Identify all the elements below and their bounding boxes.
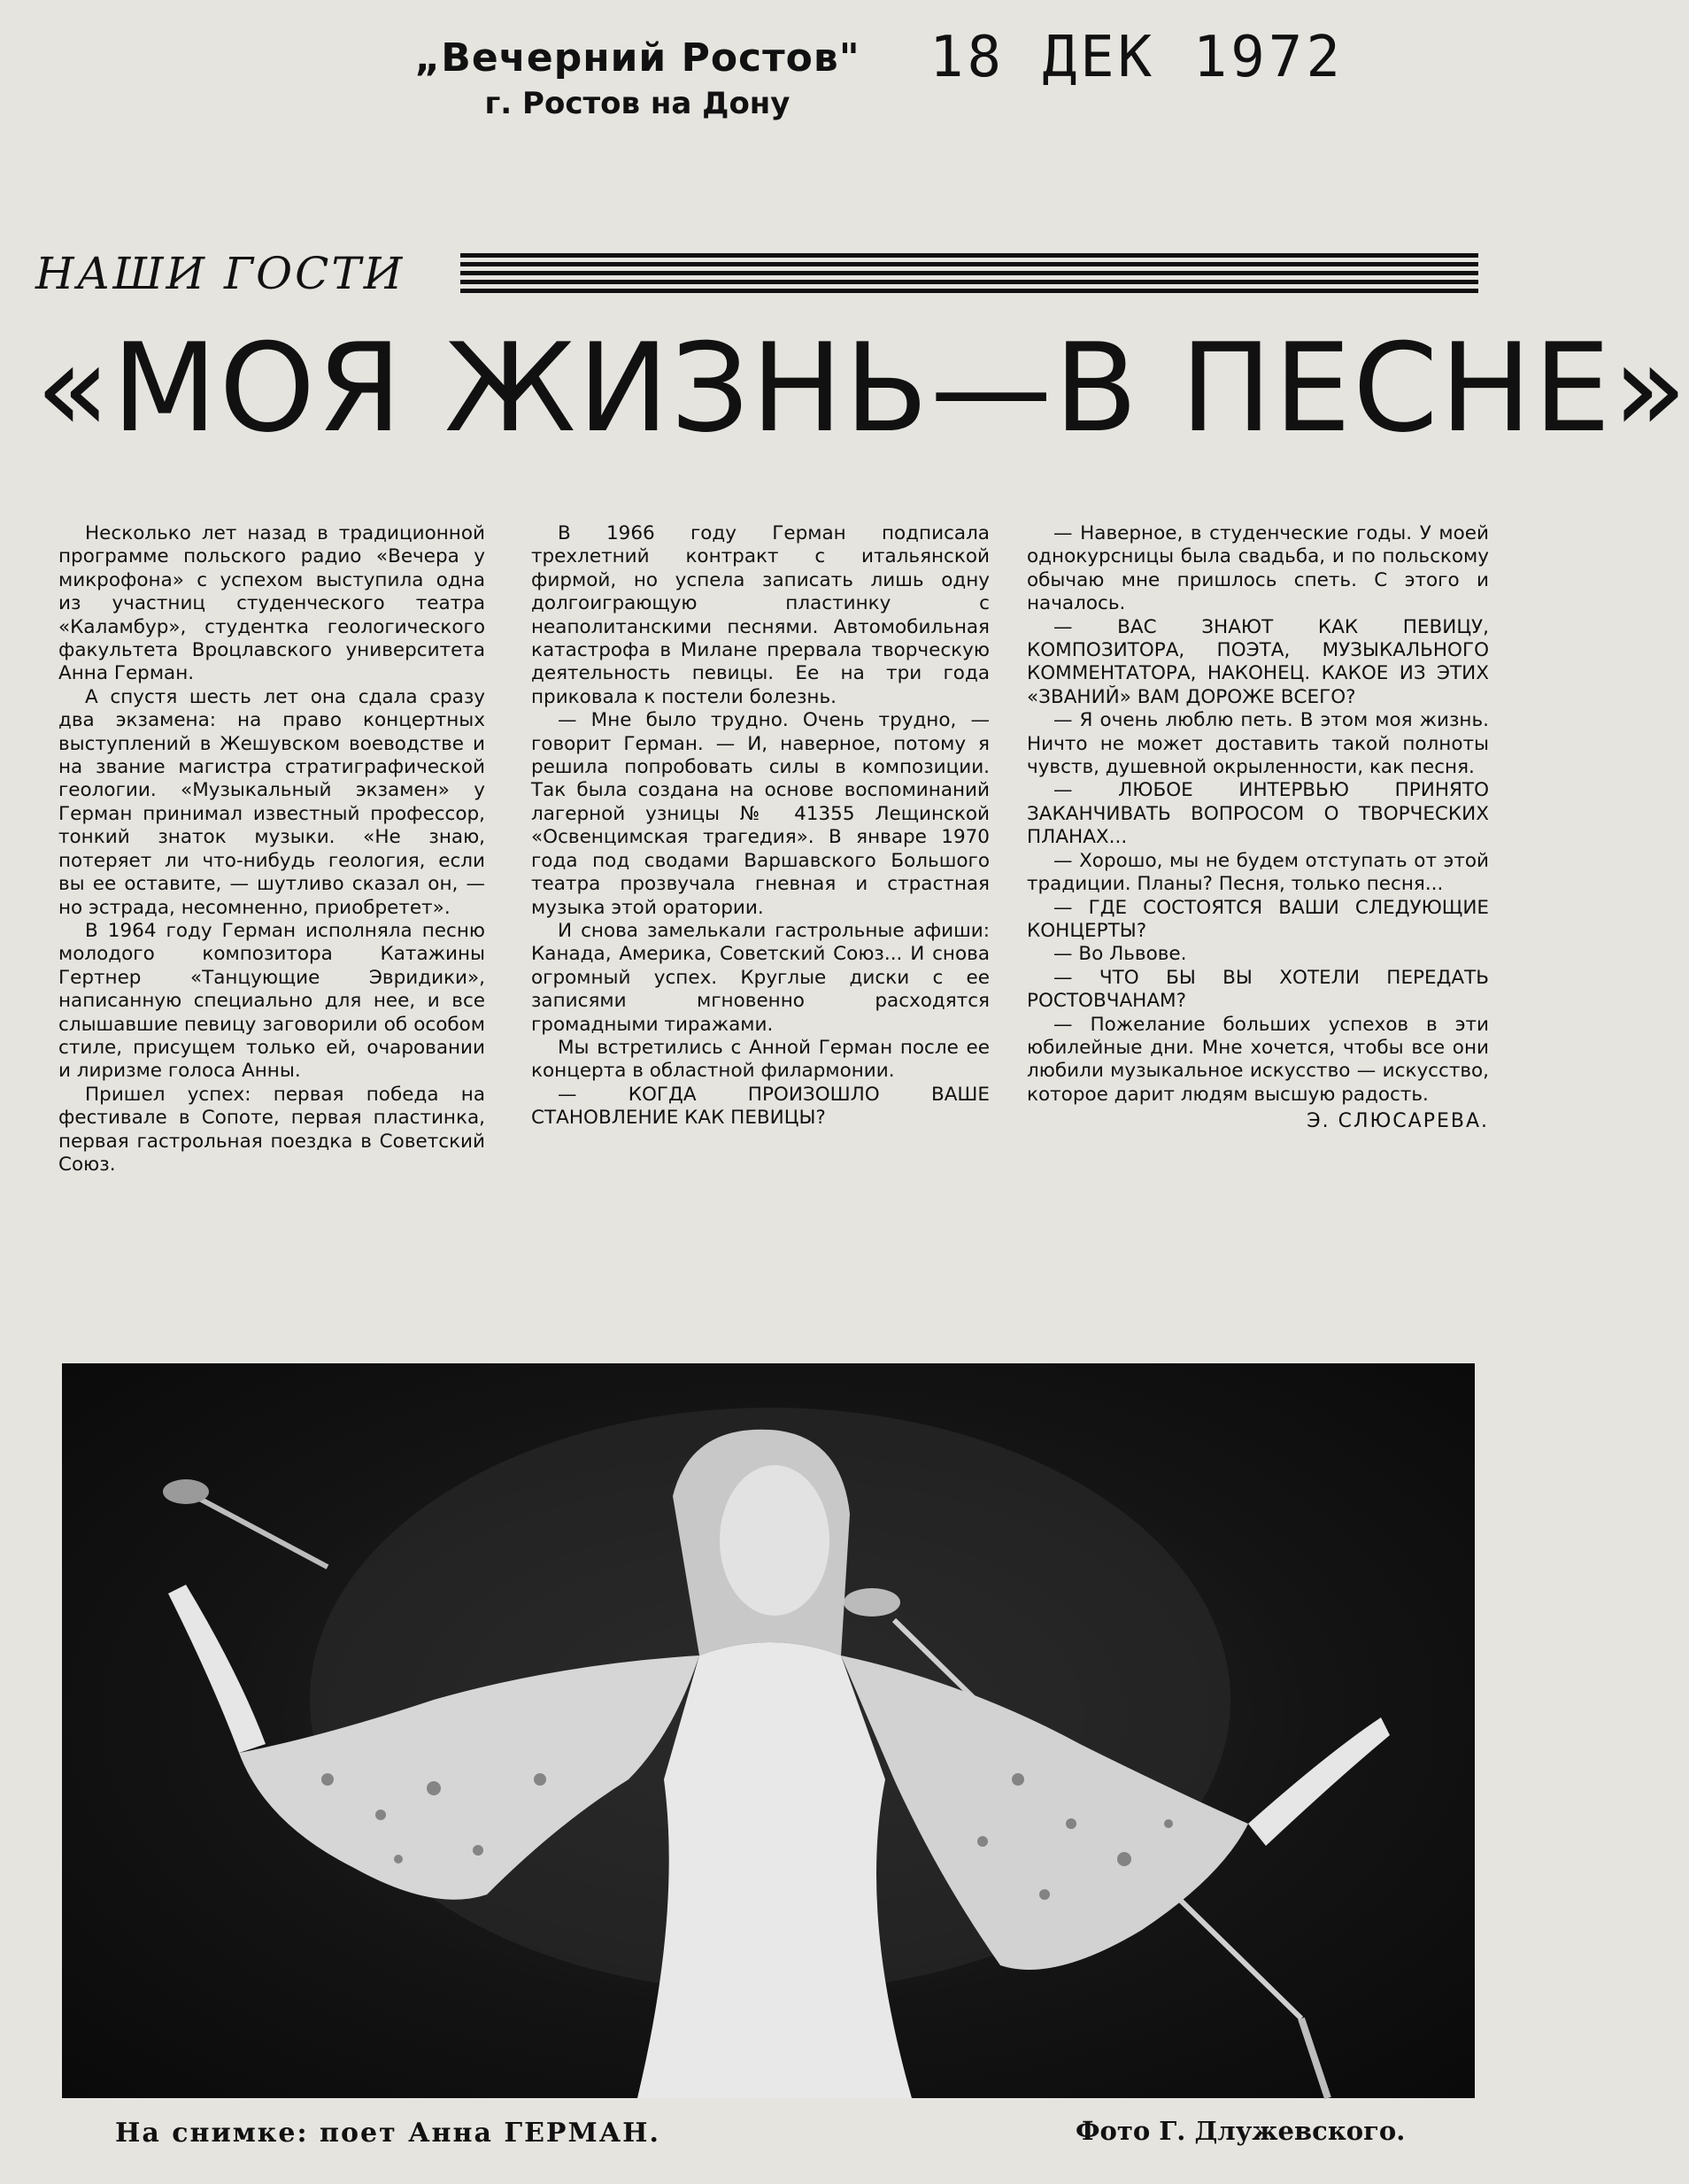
interview-question: — ВАС ЗНАЮТ КАК ПЕВИЦУ, КОМПОЗИТОРА, ПОЭТА, МУЗЫКАЛЬНОГО КОММЕНТАТОРА, НАКОНЕЦ. КАКОЕ ИЗ ЭТИХ «ЗВАНИЙ» ВАМ ДОРОЖЕ ВСЕГО?	[1027, 615, 1489, 708]
column-3	[1027, 522, 1489, 1134]
paragraph: — Я очень люблю петь. В этом моя жизнь. Ничто не может доставить такой полноты чувств, душевной окрыленности, как песня.	[1027, 709, 1489, 779]
column-2	[531, 522, 990, 1131]
concert-photo	[62, 1363, 1475, 2098]
author-signature: Э. СЛЮСАРЕВА.	[1307, 1110, 1489, 1133]
paragraph: — Во Львове.	[1053, 943, 1187, 966]
column-1	[58, 522, 485, 1177]
date-stamp: 18 ДЕК 1972	[929, 25, 1344, 90]
singer-silhouette	[62, 1363, 1475, 2098]
paragraph: — Наверное, в студенческие годы. У моей однокурсницы была свадьба, и по польскому обычаю мне пришлось спеть. С этого и началось.	[1027, 522, 1489, 615]
interview-question: — КОГДА ПРОИЗОШЛО ВАШЕ СТАНОВЛЕНИЕ КАК ПЕВИЦЫ?	[531, 1083, 990, 1130]
paragraph: А спустя шесть лет она сдала сразу два экзамена: на право концертных выступлений в Жешувском воеводстве и на звание магистра стратиграфической геологии. «Музыкальный экзамен» у Герман принимал известный профессор, тонкий знаток музыки. «Не знаю, потеряет ли что-нибудь геология, если вы ее оставите, — шутливо сказал он, — но эстрада, несомненно, приобретет».	[58, 685, 485, 919]
interview-question: — ЧТО БЫ ВЫ ХОТЕЛИ ПЕРЕДАТЬ РОСТОВЧАНАМ?	[1027, 966, 1489, 1013]
paragraph: Пришел успех: первая победа на фестивале в Сопоте, первая пластинка, первая гастрольная поездка в Советский Союз.	[58, 1083, 485, 1176]
interview-question: — ЛЮБОЕ ИНТЕРВЬЮ ПРИНЯТО ЗАКАНЧИВАТЬ ВОПРОСОМ О ТВОРЧЕСКИХ ПЛАНАХ...	[1027, 779, 1489, 849]
paragraph: — Пожелание больших успехов в эти юбилейные дни. Мне хочется, чтобы все они любили музыкальное искусство — искусство, которое дарит людям высшую радость.	[1027, 1013, 1489, 1106]
article-headline: «МОЯ ЖИЗНЬ—В ПЕСНЕ»	[35, 317, 1689, 459]
paragraph: — Мне было трудно. Очень трудно, — говорит Герман. — И, наверное, потому я решила попробовать силы в композиции. Так была создана на основе воспоминаний лагерной узницы № 41355 Лещинской «Освенцимская трагедия». В январе 1970 года под сводами Варшавского Большого театра прозвучала гневная и страстная музыка этой оратории.	[531, 709, 990, 919]
masthead-stamp	[389, 35, 885, 121]
rubric-label: НАШИ ГОСТИ	[35, 248, 405, 299]
paragraph: В 1964 году Герман исполняла песню молодого композитора Катажины Гертнер «Танцующие Эвридики», написанную специально для нее, и все слышавшие певицу заговорили об особом стиле, присущем только ей, очаровании и лиризме голоса Анны.	[58, 919, 485, 1083]
paragraph: Несколько лет назад в традиционной программе польского радио «Вечера у микрофона» с успехом выступила одна из участниц студенческого театра «Каламбур», студентка геологического факультета Вроцлавского университета Анна Герман.	[58, 522, 485, 685]
newspaper-name: „Вечерний Ростов"	[414, 35, 860, 81]
photo-caption: На снимке: поет Анна ГЕРМАН.	[115, 2118, 660, 2149]
rubric-rule	[460, 253, 1478, 294]
paragraph: Мы встретились с Анной Герман после ее концерта в областной филармонии.	[531, 1036, 990, 1083]
newspaper-city: г. Ростов на Дону	[484, 86, 791, 121]
interview-question: — ГДЕ СОСТОЯТСЯ ВАШИ СЛЕДУЮЩИЕ КОНЦЕРТЫ?	[1027, 896, 1489, 942]
paragraph: — Хорошо, мы не будем отступать от этой традиции. Планы? Песня, только песня...	[1027, 849, 1489, 896]
paragraph: В 1966 году Герман подписала трехлетний контракт с итальянской фирмой, но успела записать лишь одну долгоиграющую пластинку с неаполитанскими песнями. Автомобильная катастрофа в Милане прервала творческую деятельность певицы. Ее на три года приковала к постели болезнь.	[531, 522, 990, 708]
photo-credit: Фото Г. Длужевского.	[1076, 2116, 1406, 2146]
paragraph: И снова замелькали гастрольные афиши: Канада, Америка, Советский Союз... И снова огромный успех. Круглые диски с ее записями мгновенно расходятся громадными тиражами.	[531, 919, 990, 1036]
